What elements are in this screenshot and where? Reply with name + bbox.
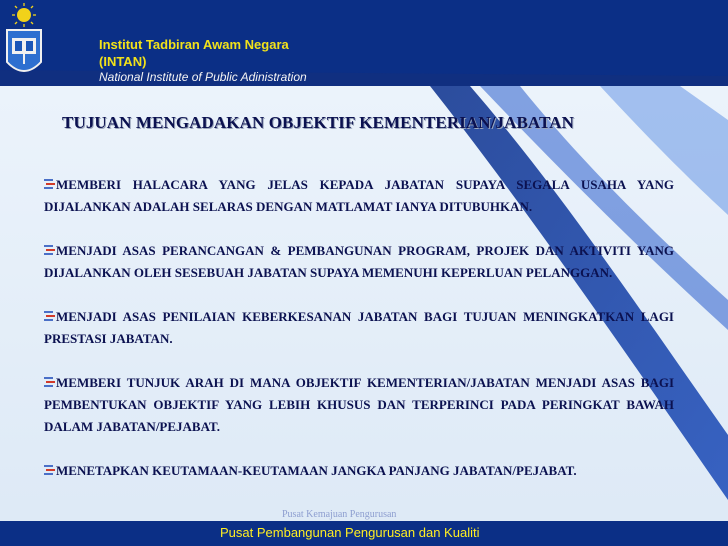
bullet-item (44, 240, 674, 284)
bullet-marker-icon (44, 178, 55, 190)
institute-english-name: National Institute of Public Adinistration (99, 70, 307, 84)
bullet-text: MEMBERI HALACARA YANG JELAS KEPADA JABATAN SUPAYA SEGALA USAHA YANG DIJALANKAN ADALAH SELARAS DENGAN MATLAMAT IANYA DITUBUHKAN. (44, 177, 674, 214)
bullet-text: MEMBERI TUNJUK ARAH DI MANA OBJEKTIF KEMENTERIAN/JABATAN MENJADI ASAS BAGI PEMBENTUKAN OBJEKTIF YANG LEBIH KHUSUS DAN TERPERINCI PADA PERINGKAT BAWAH DALAM JABATAN/PEJABAT. (44, 375, 674, 434)
slide-title: TUJUAN MENGADAKAN OBJEKTIF KEMENTERIAN/JABATAN (62, 113, 574, 132)
intan-logo (2, 2, 46, 82)
institute-name-block (99, 36, 359, 70)
bullet-list (44, 174, 674, 504)
bullet-marker-icon (44, 376, 55, 388)
bullet-text: MENJADI ASAS PERANCANGAN & PEMBANGUNAN PROGRAM, PROJEK DAN AKTIVITI YANG DIJALANKAN OLEH SESEBUAH JABATAN SUPAYA MEMENUHI KEPERLUAN PELANGGAN. (44, 243, 674, 280)
footer-faded-text: Pusat Kemajuan Pengurusan (282, 509, 397, 520)
bullet-text: MENETAPKAN KEUTAMAAN-KEUTAMAAN JANGKA PANJANG JABATAN/PEJABAT. (56, 463, 577, 478)
bullet-item (44, 372, 674, 438)
bullet-item (44, 306, 674, 350)
bullet-marker-icon (44, 464, 55, 476)
bullet-marker-icon (44, 244, 55, 256)
institute-abbreviation: (INTAN) (99, 54, 147, 69)
bullet-text: MENJADI ASAS PENILAIAN KEBERKESANAN JABATAN BAGI TUJUAN MENINGKATKAN LAGI PRESTASI JABATAN. (44, 309, 674, 346)
bullet-item (44, 174, 674, 218)
bullet-item (44, 460, 674, 482)
footer-text: Pusat Pembangunan Pengurusan dan Kualiti (220, 525, 480, 540)
bullet-marker-icon (44, 310, 55, 322)
institute-name: Institut Tadbiran Awam Negara (99, 37, 289, 52)
